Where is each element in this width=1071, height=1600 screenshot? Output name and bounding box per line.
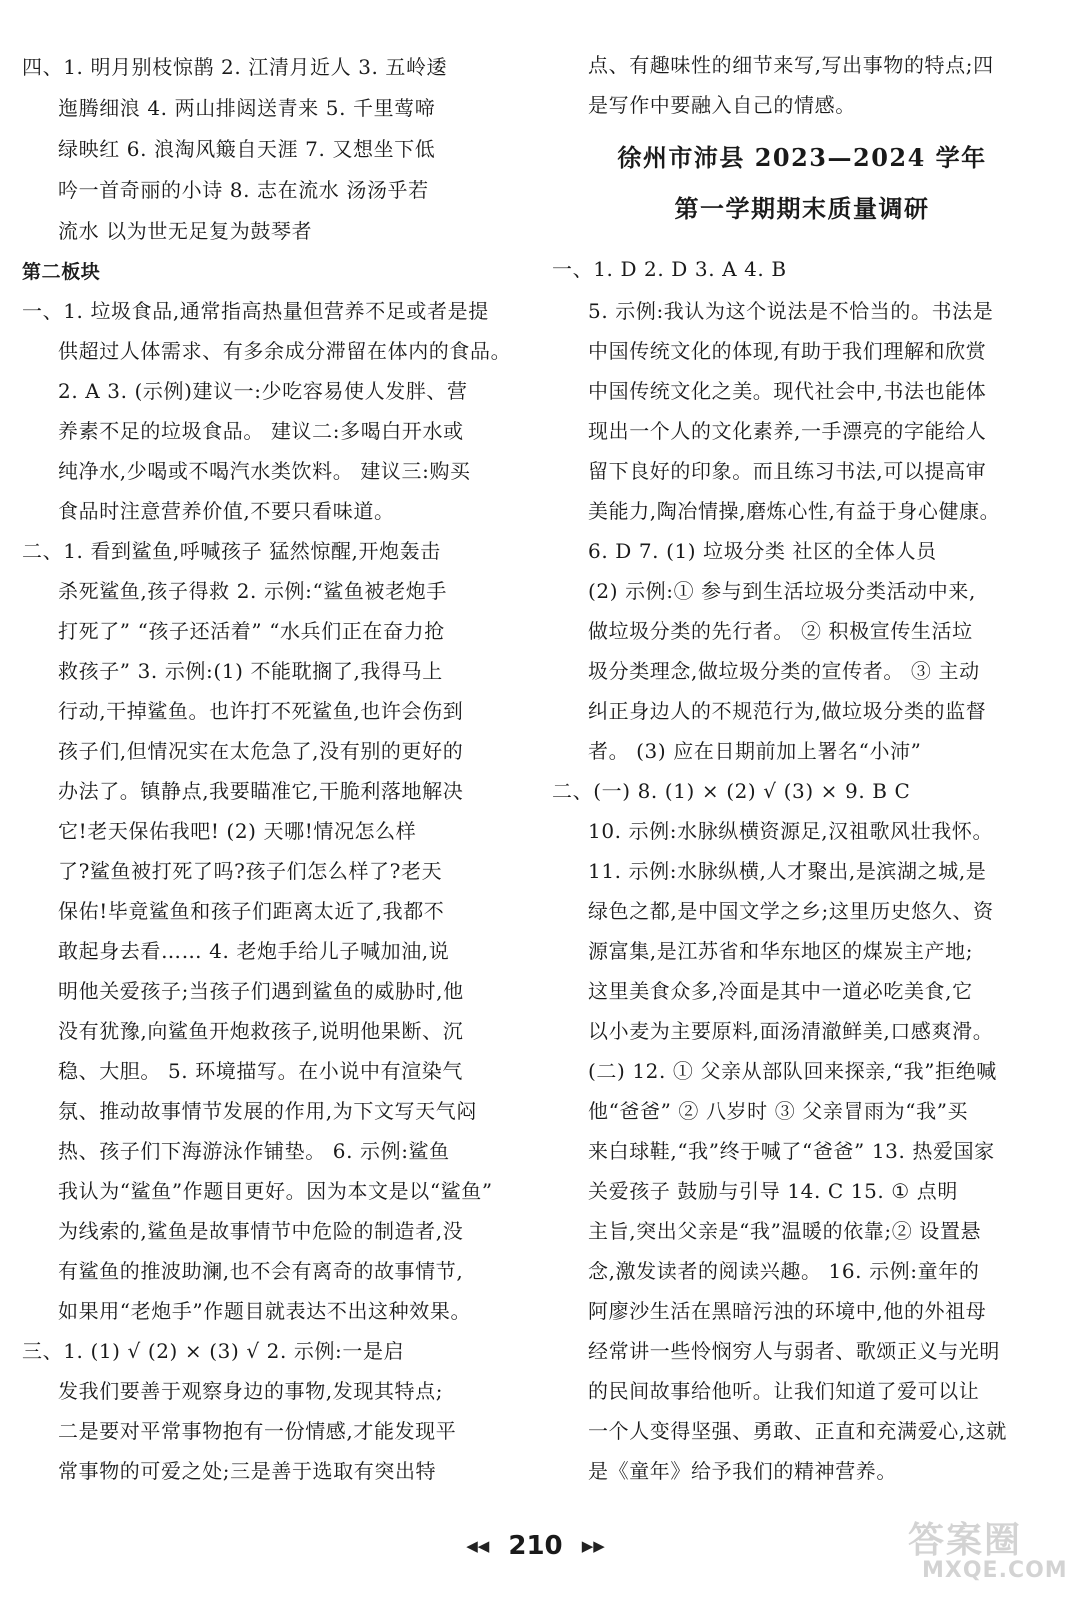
text-line: 5. 示例:我认为这个说法是不恰当的。书法是 [588, 299, 994, 323]
text-line: 的民间故事给他听。让我们知道了爱可以让 [588, 1379, 980, 1403]
text-line: 现出一个人的文化素养,一手漂亮的字能给人 [588, 419, 987, 443]
text-line: 纯净水,少喝或不喝汽水类饮料。 建议三:购买 [58, 459, 471, 483]
text-line: 二、(一) 8. (1) × (2) √ (3) × 9. B C [552, 779, 911, 803]
text-line: 流水 以为世无足复为鼓琴者 [58, 219, 313, 243]
text-line: 念,激发读者的阅读兴趣。 16. 示例:童年的 [588, 1259, 980, 1283]
text-line: 没有犹豫,向鲨鱼开炮救孩子,说明他果断、沉 [58, 1019, 464, 1043]
text-line: 美能力,陶冶情操,磨炼心性,有益于身心健康。 [588, 499, 1001, 523]
watermark-url: MXQE.COM [922, 1558, 1068, 1583]
text-line: 2. A 3. (示例)建议一:少吃容易使人发胖、营 [58, 379, 468, 403]
text-line: 我认为“鲨鱼”作题目更好。因为本文是以“鲨鱼” [58, 1179, 493, 1203]
next-page-arrow-icon[interactable]: ▶▶ [581, 1536, 605, 1555]
text-line: 二、1. 看到鲨鱼,呼喊孩子 猛然惊醒,开炮轰击 [22, 539, 441, 563]
text-line: 绿色之都,是中国文学之乡;这里历史悠久、资 [588, 899, 994, 923]
prev-page-arrow-icon[interactable]: ◀◀ [466, 1536, 490, 1555]
text-line: 中国传统文化的体现,有助于我们理解和欣赏 [588, 339, 987, 363]
text-line: 热、孩子们下海游泳作铺垫。 6. 示例:鲨鱼 [58, 1139, 450, 1163]
text-line: 明他关爱孩子;当孩子们遇到鲨鱼的威胁时,他 [58, 979, 464, 1003]
text-line: 一个人变得坚强、勇敢、正直和充满爱心,这就 [588, 1419, 1007, 1443]
text-line: 一、1. D 2. D 3. A 4. B [552, 257, 787, 281]
text-line: 发我们要善于观察身边的事物,发现其特点; [58, 1379, 444, 1403]
text-line: 阿廖沙生活在黑暗污浊的环境中,他的外祖母 [588, 1299, 987, 1323]
page-number: 210 [508, 1530, 563, 1561]
text-line: 为线索的,鲨鱼是故事情节中危险的制造者,没 [58, 1219, 464, 1243]
text-line: 经常讲一些怜悯穷人与弱者、歌颂正义与光明 [588, 1339, 1000, 1363]
text-line: 11. 示例:水脉纵横,人才聚出,是滨湖之城,是 [588, 859, 987, 883]
watermark-logo [908, 1512, 1068, 1592]
text-line: 圾分类理念,做垃圾分类的宣传者。 ③ 主动 [588, 659, 980, 683]
text-line: 6. D 7. (1) 垃圾分类 社区的全体人员 [588, 539, 937, 563]
text-line: 吟一首奇丽的小诗 8. 志在流水 汤汤乎若 [58, 178, 429, 202]
text-line: 四、1. 明月别枝惊鹊 2. 江清月近人 3. 五岭逶 [22, 55, 448, 79]
text-line: 他“爸爸” ② 八岁时 ③ 父亲冒雨为“我”买 [588, 1099, 969, 1123]
text-line: 养素不足的垃圾食品。 建议二:多喝白开水或 [58, 419, 464, 443]
text-line: (2) 示例:① 参与到生活垃圾分类活动中来, [588, 579, 976, 603]
text-line: 中国传统文化之美。现代社会中,书法也能体 [588, 379, 987, 403]
text-line: 留下良好的印象。而且练习书法,可以提高审 [588, 459, 987, 483]
text-line: 迤腾细浪 4. 两山排闼送青来 5. 千里莺啼 [58, 96, 436, 120]
text-line: 有鲨鱼的推波助澜,也不会有离奇的故事情节, [58, 1259, 464, 1283]
text-line: 稳、大胆。 5. 环境描写。在小说中有渲染气 [58, 1059, 463, 1083]
text-line: 是《童年》给予我们的精神营养。 [588, 1459, 897, 1483]
text-line: 供超过人体需求、有多余成分滞留在体内的食品。 [58, 339, 512, 363]
text-line: 杀死鲨鱼,孩子得救 2. 示例:“鲨鱼被老炮手 [58, 579, 447, 603]
text-line: 者。 (3) 应在日期前加上署名“小沛” [588, 739, 922, 763]
text-line: 绿映红 6. 浪淘风簸自天涯 7. 又想坐下低 [58, 137, 436, 161]
text-line: 以小麦为主要原料,面汤清澈鲜美,口感爽滑。 [588, 1019, 994, 1043]
text-line: 常事物的可爱之处;三是善于选取有突出特 [58, 1459, 437, 1483]
text-line: 了?鲨鱼被打死了吗?孩子们怎么样了?老天 [58, 859, 443, 883]
text-line: 食品时注意营养价值,不要只看味道。 [58, 499, 395, 523]
text-line: 打死了” “孩子还活着” “水兵们正在奋力抢 [58, 619, 445, 643]
text-line: (二) 12. ① 父亲从部队回来探亲,“我”拒绝喊 [588, 1059, 997, 1083]
text-line: 做垃圾分类的先行者。 ② 积极宣传生活垃 [588, 619, 973, 643]
text-line: 源富集,是江苏省和华东地区的煤炭主产地; [588, 939, 974, 963]
exam-title-line1: 徐州市沛县 2023—2024 学年 [617, 143, 987, 172]
text-line: 它!老天保佑我吧! (2) 天哪!情况怎么样 [58, 819, 417, 843]
text-line: 关爱孩子 鼓励与引导 14. C 15. ① 点明 [588, 1179, 958, 1203]
text-line: 保佑!毕竟鲨鱼和孩子们距离太近了,我都不 [58, 899, 445, 923]
text-line: 三、1. (1) √ (2) × (3) √ 2. 示例:一是启 [22, 1339, 405, 1363]
text-line: 行动,干掉鲨鱼。也许打不死鲨鱼,也许会伤到 [58, 699, 464, 723]
text-line: 如果用“老炮手”作题目就表达不出这种效果。 [58, 1299, 472, 1323]
text-line: 纠正身边人的不规范行为,做垃圾分类的监督 [588, 699, 987, 723]
text-line: 是写作中要融入自己的情感。 [588, 93, 856, 117]
text-line: 孩子们,但情况实在太危急了,没有别的更好的 [58, 739, 464, 763]
text-line: 点、有趣味性的细节来写,写出事物的特点;四 [588, 53, 994, 77]
text-line: 这里美食众多,冷面是其中一道必吃美食,它 [588, 979, 973, 1003]
watermark-text: 答案圈 [908, 1520, 1023, 1561]
text-line: 10. 示例:水脉纵横资源足,汉祖歌风壮我怀。 [588, 819, 994, 843]
text-line: 一、1. 垃圾食品,通常指高热量但营养不足或者是提 [22, 299, 489, 323]
text-line: 二是要对平常事物抱有一份情感,才能发现平 [58, 1419, 457, 1443]
text-line: 来白球鞋,“我”终于喊了“爸爸” 13. 热爱国家 [588, 1139, 995, 1163]
text-line: 敢起身去看…… 4. 老炮手给儿子喊加油,说 [58, 939, 450, 963]
text-line: 救孩子” 3. 示例:(1) 不能耽搁了,我得马上 [58, 659, 443, 683]
exam-title-line2: 第一学期期末质量调研 [674, 194, 930, 223]
text-line: 办法了。镇静点,我要瞄准它,干脆利落地解决 [58, 779, 464, 803]
text-line: 主旨,突出父亲是“我”温暖的依靠;② 设置悬 [588, 1219, 982, 1243]
section-heading: 第二板块 [22, 261, 101, 283]
text-line: 氛、推动故事情节发展的作用,为下文写天气闷 [58, 1099, 477, 1123]
